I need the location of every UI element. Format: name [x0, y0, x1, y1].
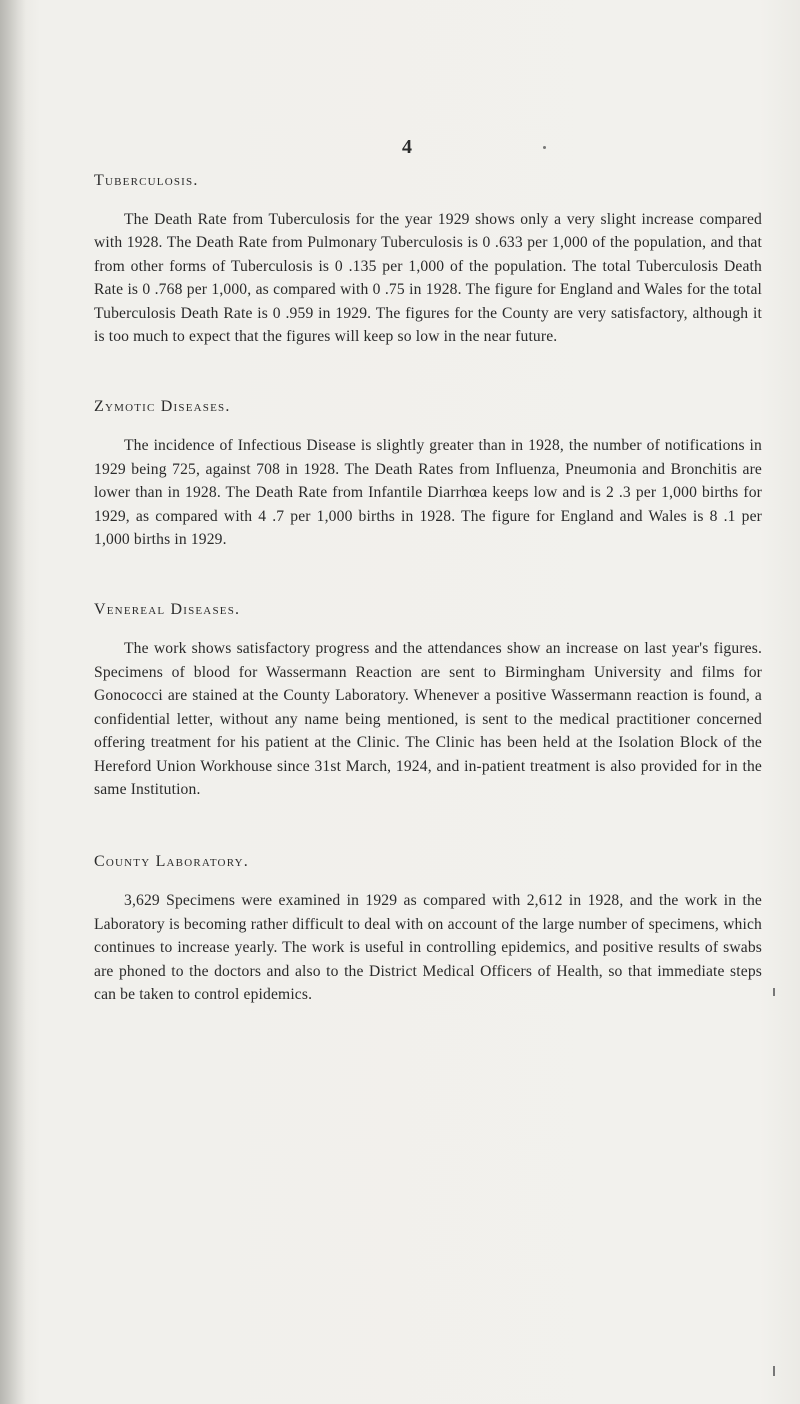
section-zymotic-diseases [94, 398, 762, 551]
section-paragraph: The incidence of Infectious Disease is slightly greater than in 1928, the number of notifications in 1929 being 725, against 708 in 1928. The Death Rates from Influenza, Pneumonia and Bronchitis are lower than in 1928. The Death Rate from Infantile Diarrhœa keeps low and is 2 .3 per 1,000 births for 1929, as compared with 4 .7 per 1,000 births in 1928. The figure for England and Wales is 8 .1 per 1,000 births in 1929. [94, 437, 762, 549]
section-paragraph: The Death Rate from Tuberculosis for the year 1929 shows only a very slight increase compared with 1928. The Death Rate from Pulmonary Tuberculosis is 0 .633 per 1,000 of the population, and that from other forms of Tuberculosis is 0 .135 per 1,000 of the population. The total Tuberculosis Death Rate is 0 .768 per 1,000, as compared with 0 .75 in 1928. The figure for England and Wales for the total Tuberculosis Death Rate is 0 .959 in 1929. The figures for the County are very satisfactory, although it is too much to expect that the figures will keep so low in the near future. [94, 211, 762, 346]
scan-speck [773, 988, 775, 996]
section-venereal-diseases [94, 601, 762, 801]
scan-speck [773, 1366, 775, 1376]
scan-speck [543, 146, 546, 149]
section-paragraph: The work shows satisfactory progress and the attendances show an increase on last year's figures. Specimens of blood for Wassermann Reaction are sent to Birmingham University and films for Gonococci are stained at the County Laboratory. Whenever a positive Wassermann reaction is found, a confidential letter, without any name being mentioned, is sent to the medical practitioner concerned offering treatment for his patient at the Clinic. The Clinic has been held at the Isolation Block of the Hereford Union Workhouse since 31st March, 1924, and in-patient treatment is also provided for in the same Institution. [94, 640, 762, 798]
document-body [94, 172, 762, 1006]
section-paragraph: 3,629 Specimens were examined in 1929 as compared with 2,612 in 1928, and the work in the Laboratory is becoming rather difficult to deal with on account of the large number of specimens, which continues to increase yearly. The work is useful in controlling epidemics, and positive results of swabs are phoned to the doctors and also to the District Medical Officers of Health, so that immediate steps can be taken to control epidemics. [94, 892, 762, 1003]
page-number: 4 [402, 136, 412, 158]
section-heading: County Laboratory. [94, 853, 249, 871]
section-heading: Venereal Diseases. [94, 601, 241, 619]
section-heading: Zymotic Diseases. [94, 398, 231, 416]
section-heading: Tuberculosis. [94, 172, 199, 189]
section-county-laboratory [94, 853, 762, 1006]
section-tuberculosis [94, 172, 762, 348]
page-edge-shadow [0, 0, 26, 1404]
